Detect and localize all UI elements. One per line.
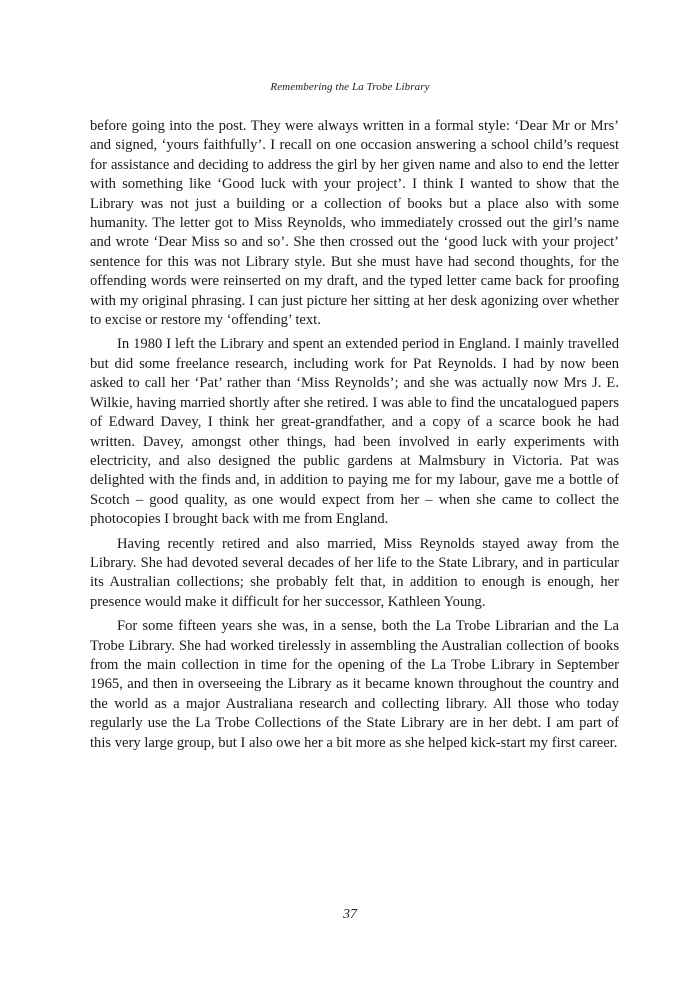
paragraph-1: before going into the post. They were always written in a formal style: ‘Dear Mr or Mrs’ and signed, ‘yours faithfully’. I recall on one occasion answering a school child’s request for assistance and deciding to address the girl by her given name and also to end the letter with something like ‘Good luck with your project’. I think I wanted to show that the Library was not just a building or a collection of books but a place also with some humanity. The letter got to Miss Reynolds, who immediately crossed out the girl’s name and wrote ‘Dear Miss so and so’. She then crossed out the ‘good luck with your project’ sentence for this was not Library style. But she must have had second thoughts, for the offending words were reinserted on my draft, and the typed letter came back for proofing with my original phrasing. I can just picture her sitting at her desk agonizing over whether to excise or restore my ‘offending’ text. <box>90 118 619 329</box>
page-number: 37 <box>343 907 357 922</box>
running-head: Remembering the La Trobe Library <box>270 81 430 93</box>
body-text <box>90 117 619 758</box>
paragraph-2: In 1980 I left the Library and spent an extended period in England. I mainly travelled but did some freelance research, including work for Pat Reynolds. I had by now been asked to call her ‘Pat’ rather than ‘Miss Reynolds’; and she was actually now Mrs J. E. Wilkie, having married shortly after she retired. I was able to find the uncatalogued papers of Edward Davey, I think her great-grandfather, and a copy of a scarce book he had written. Davey, amongst other things, had been involved in early experiments with electricity, and also designed the public gardens at Malmsbury in Victoria. Pat was delighted with the finds and, in addition to paying me for my labour, gave me a bottle of Scotch – good quality, as one would expect from her – when she came to collect the photocopies I brought back with me from England. <box>90 336 619 528</box>
paragraph-4: For some fifteen years she was, in a sense, both the La Trobe Librarian and the La Trobe Library. She had worked tirelessly in assembling the Australian collection of books from the main collection in time for the opening of the La Trobe Library in September 1965, and then in overseeing the Library as it became known throughout the country and the world as a major Australiana research and collecting library. All those who today regularly use the La Trobe Collections of the State Library are in her debt. I am part of this very large group, but I also owe her a bit more as she helped kick-start my first career. <box>90 618 619 751</box>
paragraph-3: Having recently retired and also married, Miss Reynolds stayed away from the Library. She had devoted several decades of her life to the State Library, and in particular its Australian collections; she probably felt that, in addition to enough is enough, her presence would make it difficult for her successor, Kathleen Young. <box>90 535 619 610</box>
